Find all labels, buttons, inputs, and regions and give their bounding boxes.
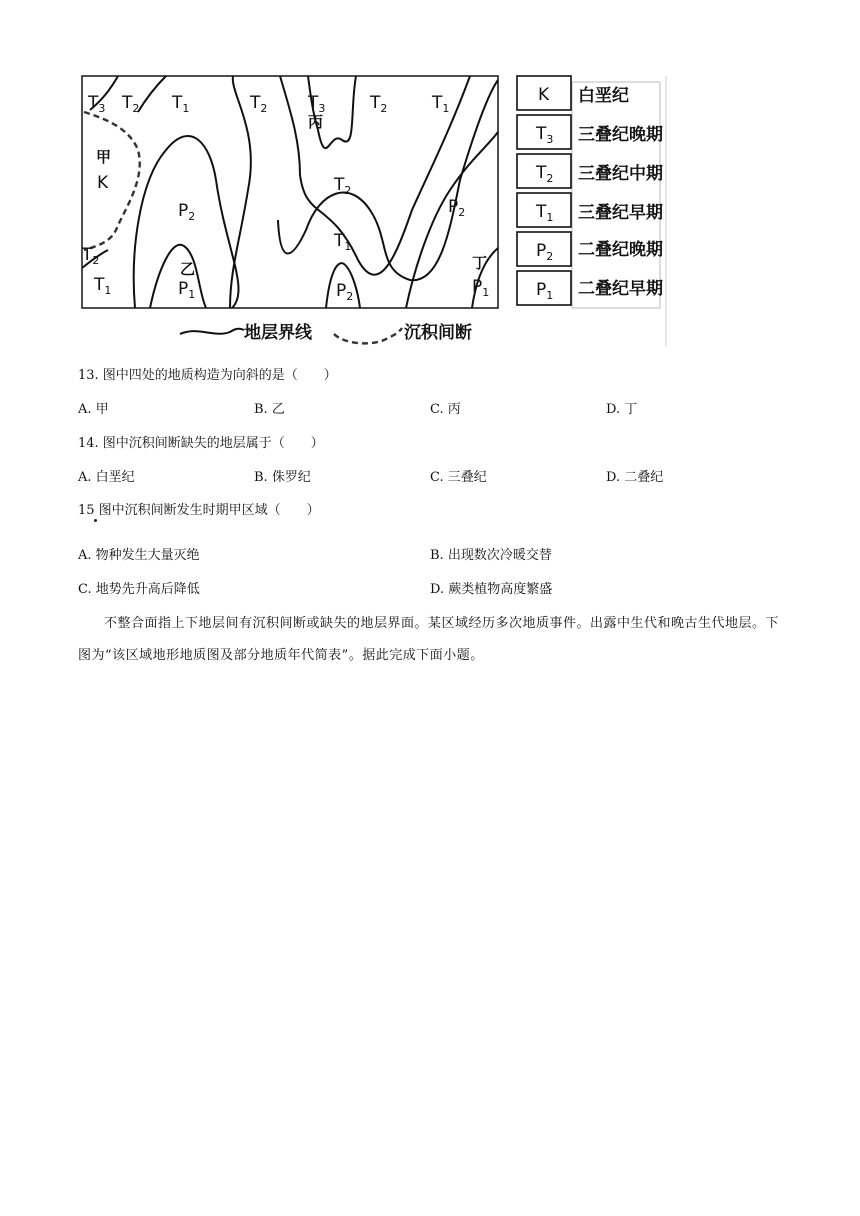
q14-option-b[interactable]: B. 侏罗纪 [254,470,311,485]
question-15-stem: 15 图中沉积间断发生时期甲区域（ ） [78,503,320,518]
label-t3-bing: $T_3$ [308,93,326,115]
q15-option-a[interactable]: A. 物种发生大量灭绝 [78,548,200,563]
label-yi: 乙 [180,260,196,278]
decimal-point-mark [94,519,97,522]
label-t2-topright: $T_2$ [370,93,388,115]
label-t1-left: $T_1$ [172,93,190,115]
label-p2-bottommid: $P_2$ [336,281,354,303]
svg-text:P2: $P_2$ [536,241,554,263]
legend-row-t2 [517,154,663,188]
svg-text:T1: $T_1$ [536,202,554,224]
boundary-t1t2-left [230,76,251,308]
label-t3-left: $T_3$ [88,93,106,115]
svg-text:三叠纪中期: 三叠纪中期 [578,164,663,184]
label-bing: 丙 [308,113,324,131]
label-t2-left: $T_2$ [122,93,140,115]
label-k: K [97,173,109,193]
label-p1-yi: $P_1$ [178,279,196,301]
geologic-map-figure [80,70,680,350]
q14-option-d[interactable]: D. 二叠纪 [606,470,664,485]
legend-row-p2 [517,232,663,266]
q14-option-a[interactable]: A. 白垩纪 [78,470,135,485]
label-t2-bottomleft: $T_2$ [82,245,100,267]
line-legend [180,322,472,343]
svg-text:二叠纪晚期: 二叠纪晚期 [578,240,663,260]
legend-row-t3 [517,115,663,149]
question-14-stem: 14. 图中沉积间断缺失的地层属于（ ） [78,436,324,451]
label-t2-mid: $T_2$ [334,175,352,197]
q13-option-c[interactable]: C. 丙 [430,402,461,417]
question-13-stem: 13. 图中四处的地质构造为向斜的是（ ） [78,368,337,383]
q15-option-d[interactable]: D. 蕨类植物高度繁盛 [430,582,553,597]
svg-text:三叠纪晚期: 三叠纪晚期 [578,125,663,145]
boundary-line-sample [180,329,244,334]
q13-option-b[interactable]: B. 乙 [254,402,285,417]
label-p1-ding: $P_1$ [472,277,490,299]
q13-option-a[interactable]: A. 甲 [78,402,109,417]
label-t1-topright: $T_1$ [432,93,450,115]
unconformity-lines [84,112,140,250]
unconformity-line-label: 沉积间断 [404,323,472,343]
label-p2-left: $P_2$ [178,201,196,223]
legend-row-t1 [517,193,663,227]
label-t1-mid: $T_1$ [334,231,352,253]
svg-text:T3: $T_3$ [536,124,554,146]
label-t1-bottomleft: $T_1$ [94,275,112,297]
svg-text:T2: $T_2$ [536,163,554,185]
label-t2-topmid: $T_2$ [250,93,268,115]
intro-paragraph-text: 不整合面指上下地层间有沉积间断或缺失的地层界面。某区域经历多次地质事件。出露中生代和晚古生代地层。下图为“该区域地形地质图及部分地质年代简表”。据此完成下面小题。 [78,616,780,663]
intro-paragraph [78,608,790,672]
q15-option-b[interactable]: B. 出现数次冷暖交替 [430,548,552,563]
age-legend [517,76,666,346]
geologic-map [80,70,680,350]
svg-text:白垩纪: 白垩纪 [578,86,629,106]
svg-text:P1: $P_1$ [536,280,554,302]
unconformity-line-sample [334,328,402,343]
label-p2-right: $P_2$ [448,197,466,219]
svg-text:K: K [538,85,550,105]
boundary-line-label: 地层界线 [244,323,312,343]
q13-option-d[interactable]: D. 丁 [606,402,638,417]
label-ding: 丁 [472,254,488,272]
q15-option-c[interactable]: C. 地势先升高后降低 [78,582,200,597]
legend-row-k [517,76,629,110]
legend-row-p1 [517,271,663,305]
svg-text:二叠纪早期: 二叠纪早期 [578,279,663,299]
svg-text:三叠纪早期: 三叠纪早期 [578,203,663,223]
q14-option-c[interactable]: C. 三叠纪 [430,470,487,485]
label-jia: 甲 [96,148,112,166]
